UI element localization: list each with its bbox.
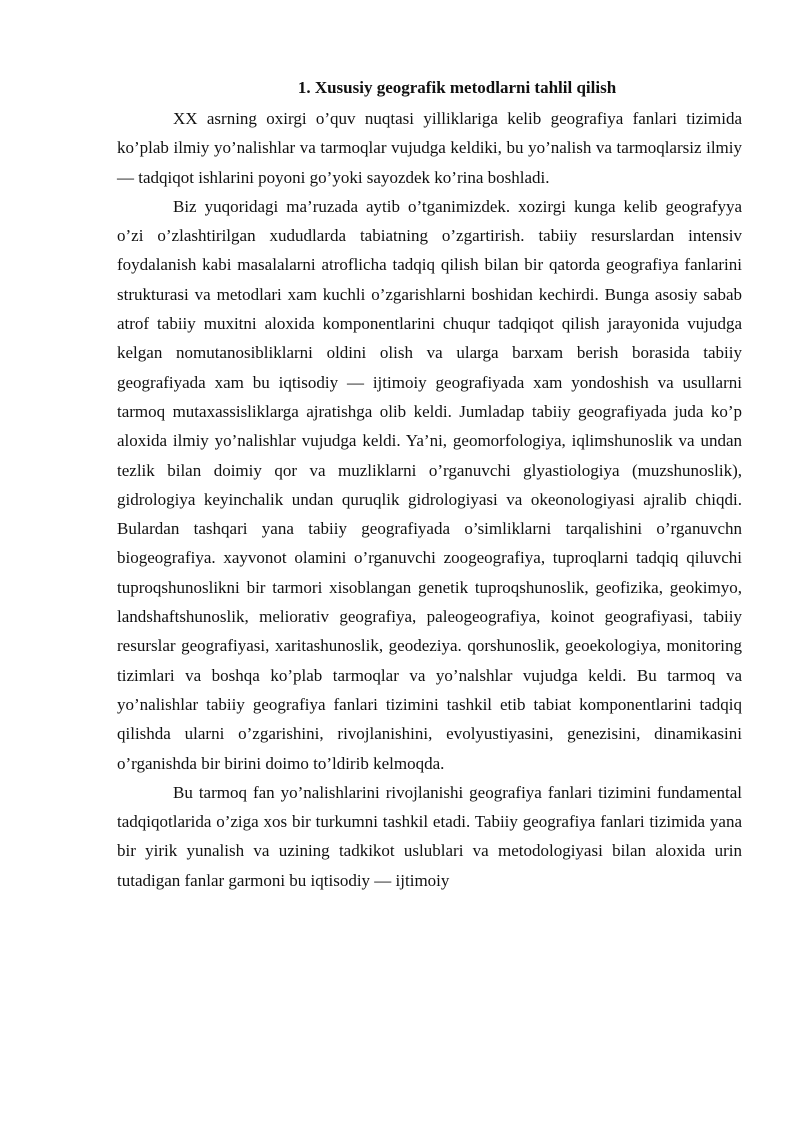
- paragraph-2: Biz yuqoridagi ma’ruzada aytib o’tganimizdek. xozirgi kunga kelib geografyya o’zi o’zlashtirilgan xududlarda tabiatning o’zgartirish. tabiiy resurslardan intensiv foydalanish kabi masalalarni atroflicha tadqiq qilish bilan bir qatorda geografiya fanlarini strukturasi va metodlari xam kuchli o’zgarishlarni boshidan kechirdi. Bunga asosiy sabab atrof tabiiy muxitni aloxida komponentlarini chuqur tadqiqot qilish jarayonida vujudga kelgan nomutanosibliklarni oldini olish va ularga barxam berish borasida tabiiy geografiyada xam bu iqtisodiy — ijtimoiy geografiyada xam yondoshish va usullarni tarmoq mutaxassisliklarga ajratishga olib keldi. Jumladap tabiiy geografiyada juda ko’p aloxida ilmiy yo’nalishlar vujudga keldi. Ya’ni, geomorfologiya, iqlimshunoslik va undan tezlik bilan doimiy qor va muzliklarni o’rganuvchi glyastiologiya (muzshunoslik), gidrologiya keyinchalik undan quruqlik gidrologiyasi va okeonologiyasi ajralib chiqdi. Bulardan tashqari yana tabiiy geografiyada o’simliklarni tarqalishini o’rganuvchn biogeografiya. xayvonot olamini o’rganuvchi zoogeografiya, tuproqlarni tadqiq qiluvchi tuproqshunoslikni bir tarmori xisoblangan genetik tuproqshunoslik, geofizika, geokimyo, landshaftshunoslik, meliorativ geografiya, paleogeografiya, koinot geografiyasi, tabiiy resurslar geografiyasi, xaritashunoslik, geodeziya. qorshunoslik, geoekologiya, monitoring tizimlari va boshqa ko’plab tarmoqlar va yo’nalshlar vujudga keldi. Bu tarmoq va yo’nalishlar tabiiy geografiya fanlari tizimini tashkil etib tabiat komponentlarini tadqiq qilishda ularni o’zgarishini, rivojlanishini, evolyustiyasini, genezisini, dinamikasini o’rganishda bir birini doimo to’ldirib kelmoqda.: [117, 196, 742, 773]
- paragraph-3: Bu tarmoq fan yo’nalishlarini rivojlanishi geografiya fanlari tizimini fundamental tadqiqotlarida o’ziga xos bir turkumni tashkil etadi. Tabiiy geografiya fanlari tizimida yana bir yirik yunalish va uzining tadkikot uslublari va metodologiyasi bilan aloxida urin tutadigan fanlar garmoni bu iqtisodiy — ijtimoiy: [117, 782, 742, 890]
- section-heading: 1. Xususiy geografik metodlarni tahlil qilish: [297, 78, 617, 97]
- paragraph-1: XX asrning oxirgi o’quv nuqtasi yilliklariga kelib geografiya fanlari tizimida ko’plab ilmiy yo’nalishlar va tarmoqlar vujudga keldiki, bu yo’nalish va tarmoqlarsiz ilmiy— tadqiqot ishlarini poyoni go’yoki sayozdek ko’rina boshladi.: [117, 109, 742, 187]
- document-body: [117, 76, 742, 895]
